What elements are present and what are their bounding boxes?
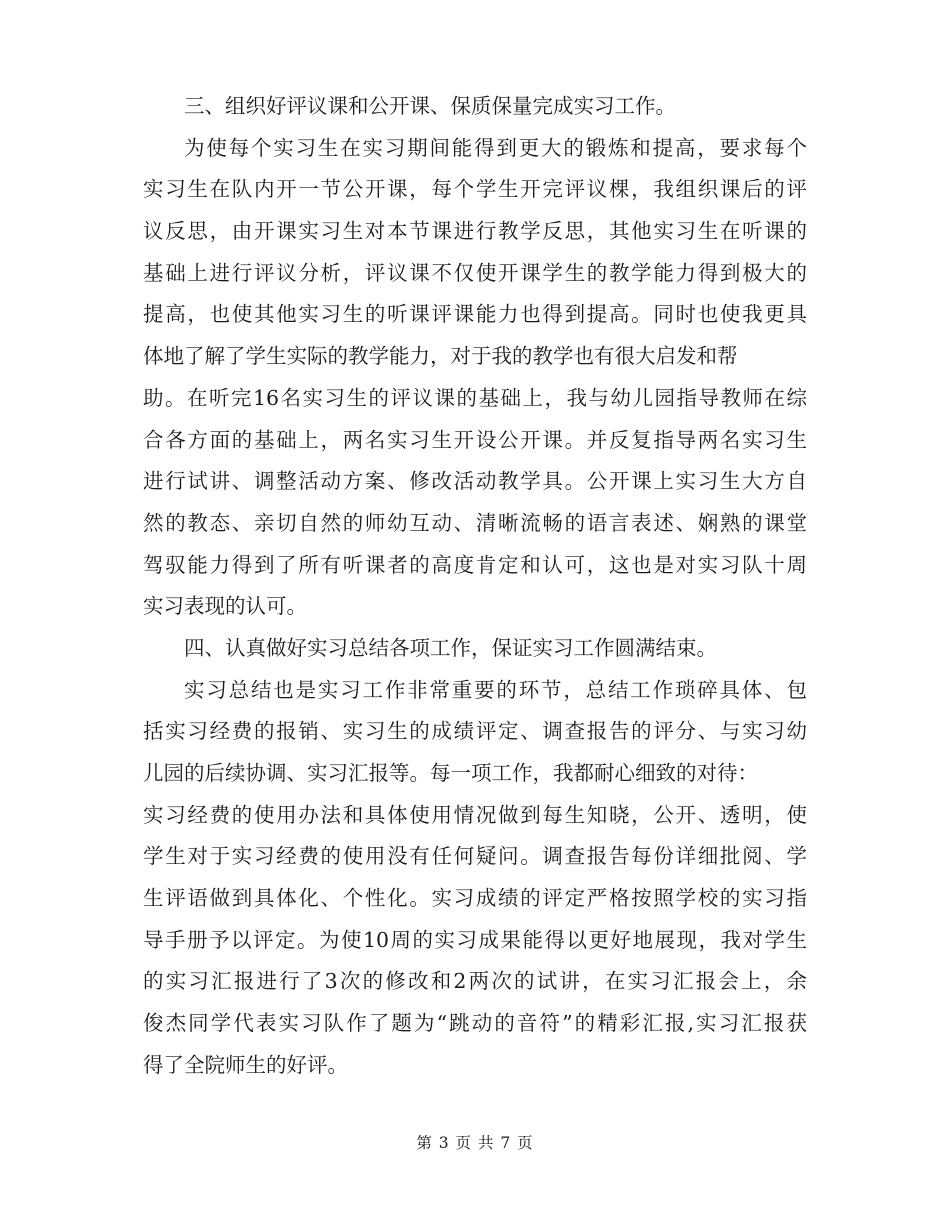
- text-line: 为使每个实习生在实习期间能得到更大的锻炼和提高，要求每个: [184, 135, 807, 160]
- text-line: 学生对于实习经费的使用没有任何疑问。调查报告每份详细批阅、学: [143, 844, 807, 869]
- text-line: 实习总结也是实习工作非常重要的环节，总结工作琐碎具体、包: [184, 677, 807, 702]
- section-heading-4: 四、认真做好实习总结各项工作，保证实习工作圆满结束。: [184, 635, 717, 660]
- text-line: 得了全院师生的好评。: [143, 1052, 348, 1077]
- text-line: 助。在听完16名实习生的评议课的基础上，我与幼儿园指导教师在综: [143, 385, 807, 410]
- text-line: 俊杰同学代表实习队作了题为“跳动的音符”的精彩汇报,实习汇报获: [143, 1011, 807, 1036]
- text-line: 导手册予以评定。为使10周的实习成果能得以更好地展现，我对学生: [143, 927, 807, 952]
- text-line: 的实习汇报进行了3次的修改和2两次的试讲，在实习汇报会上，余: [143, 969, 807, 994]
- text-line: 实习经费的使用办法和具体使用情况做到每生知晓，公开、透明，使: [143, 802, 807, 827]
- text-line: 合各方面的基础上，两名实习生开设公开课。并反复指导两名实习生: [143, 427, 807, 452]
- page-number-footer: 第 3 页 共 7 页: [416, 1134, 534, 1152]
- text-line: 体地了解了学生实际的教学能力，对于我的教学也有很大启发和帮: [143, 344, 738, 369]
- text-line: 基础上进行评议分析，评议课不仅使开课学生的教学能力得到极大的: [143, 260, 807, 285]
- document-body: [143, 86, 807, 1087]
- text-line: 提高，也使其他实习生的听课评课能力也得到提高。同时也使我更具: [143, 302, 807, 327]
- text-line: 进行试讲、调整活动方案、修改活动教学具。公开课上实习生大方自: [143, 469, 807, 494]
- text-line: 儿园的后续协调、实习汇报等。每一项工作，我都耐心细致的对待：: [143, 761, 758, 785]
- paragraph-3: [143, 128, 807, 628]
- text-line: 实习生在队内开一节公开课，每个学生开完评议棵，我组织课后的评: [143, 177, 807, 202]
- text-line: 生评语做到具体化、个性化。实习成绩的评定严格按照学校的实习指: [143, 886, 807, 911]
- section-heading-3: 三、组织好评议课和公开课、保质保量完成实习工作。: [184, 94, 676, 118]
- paragraph-4: [143, 670, 807, 1087]
- text-line: 议反思，由开课实习生对本节课进行教学反思，其他实习生在听课的: [143, 219, 807, 244]
- text-line: 实习表现的认可。: [143, 594, 307, 619]
- text-line: 然的教态、亲切自然的师幼互动、清晰流畅的语言表述、娴熟的课堂: [143, 510, 807, 535]
- text-line: 括实习经费的报销、实习生的成绩评定、调查报告的评分、与实习幼: [143, 719, 807, 744]
- text-line: 驾驭能力得到了所有听课者的高度肯定和认可，这也是对实习队十周: [143, 552, 807, 577]
